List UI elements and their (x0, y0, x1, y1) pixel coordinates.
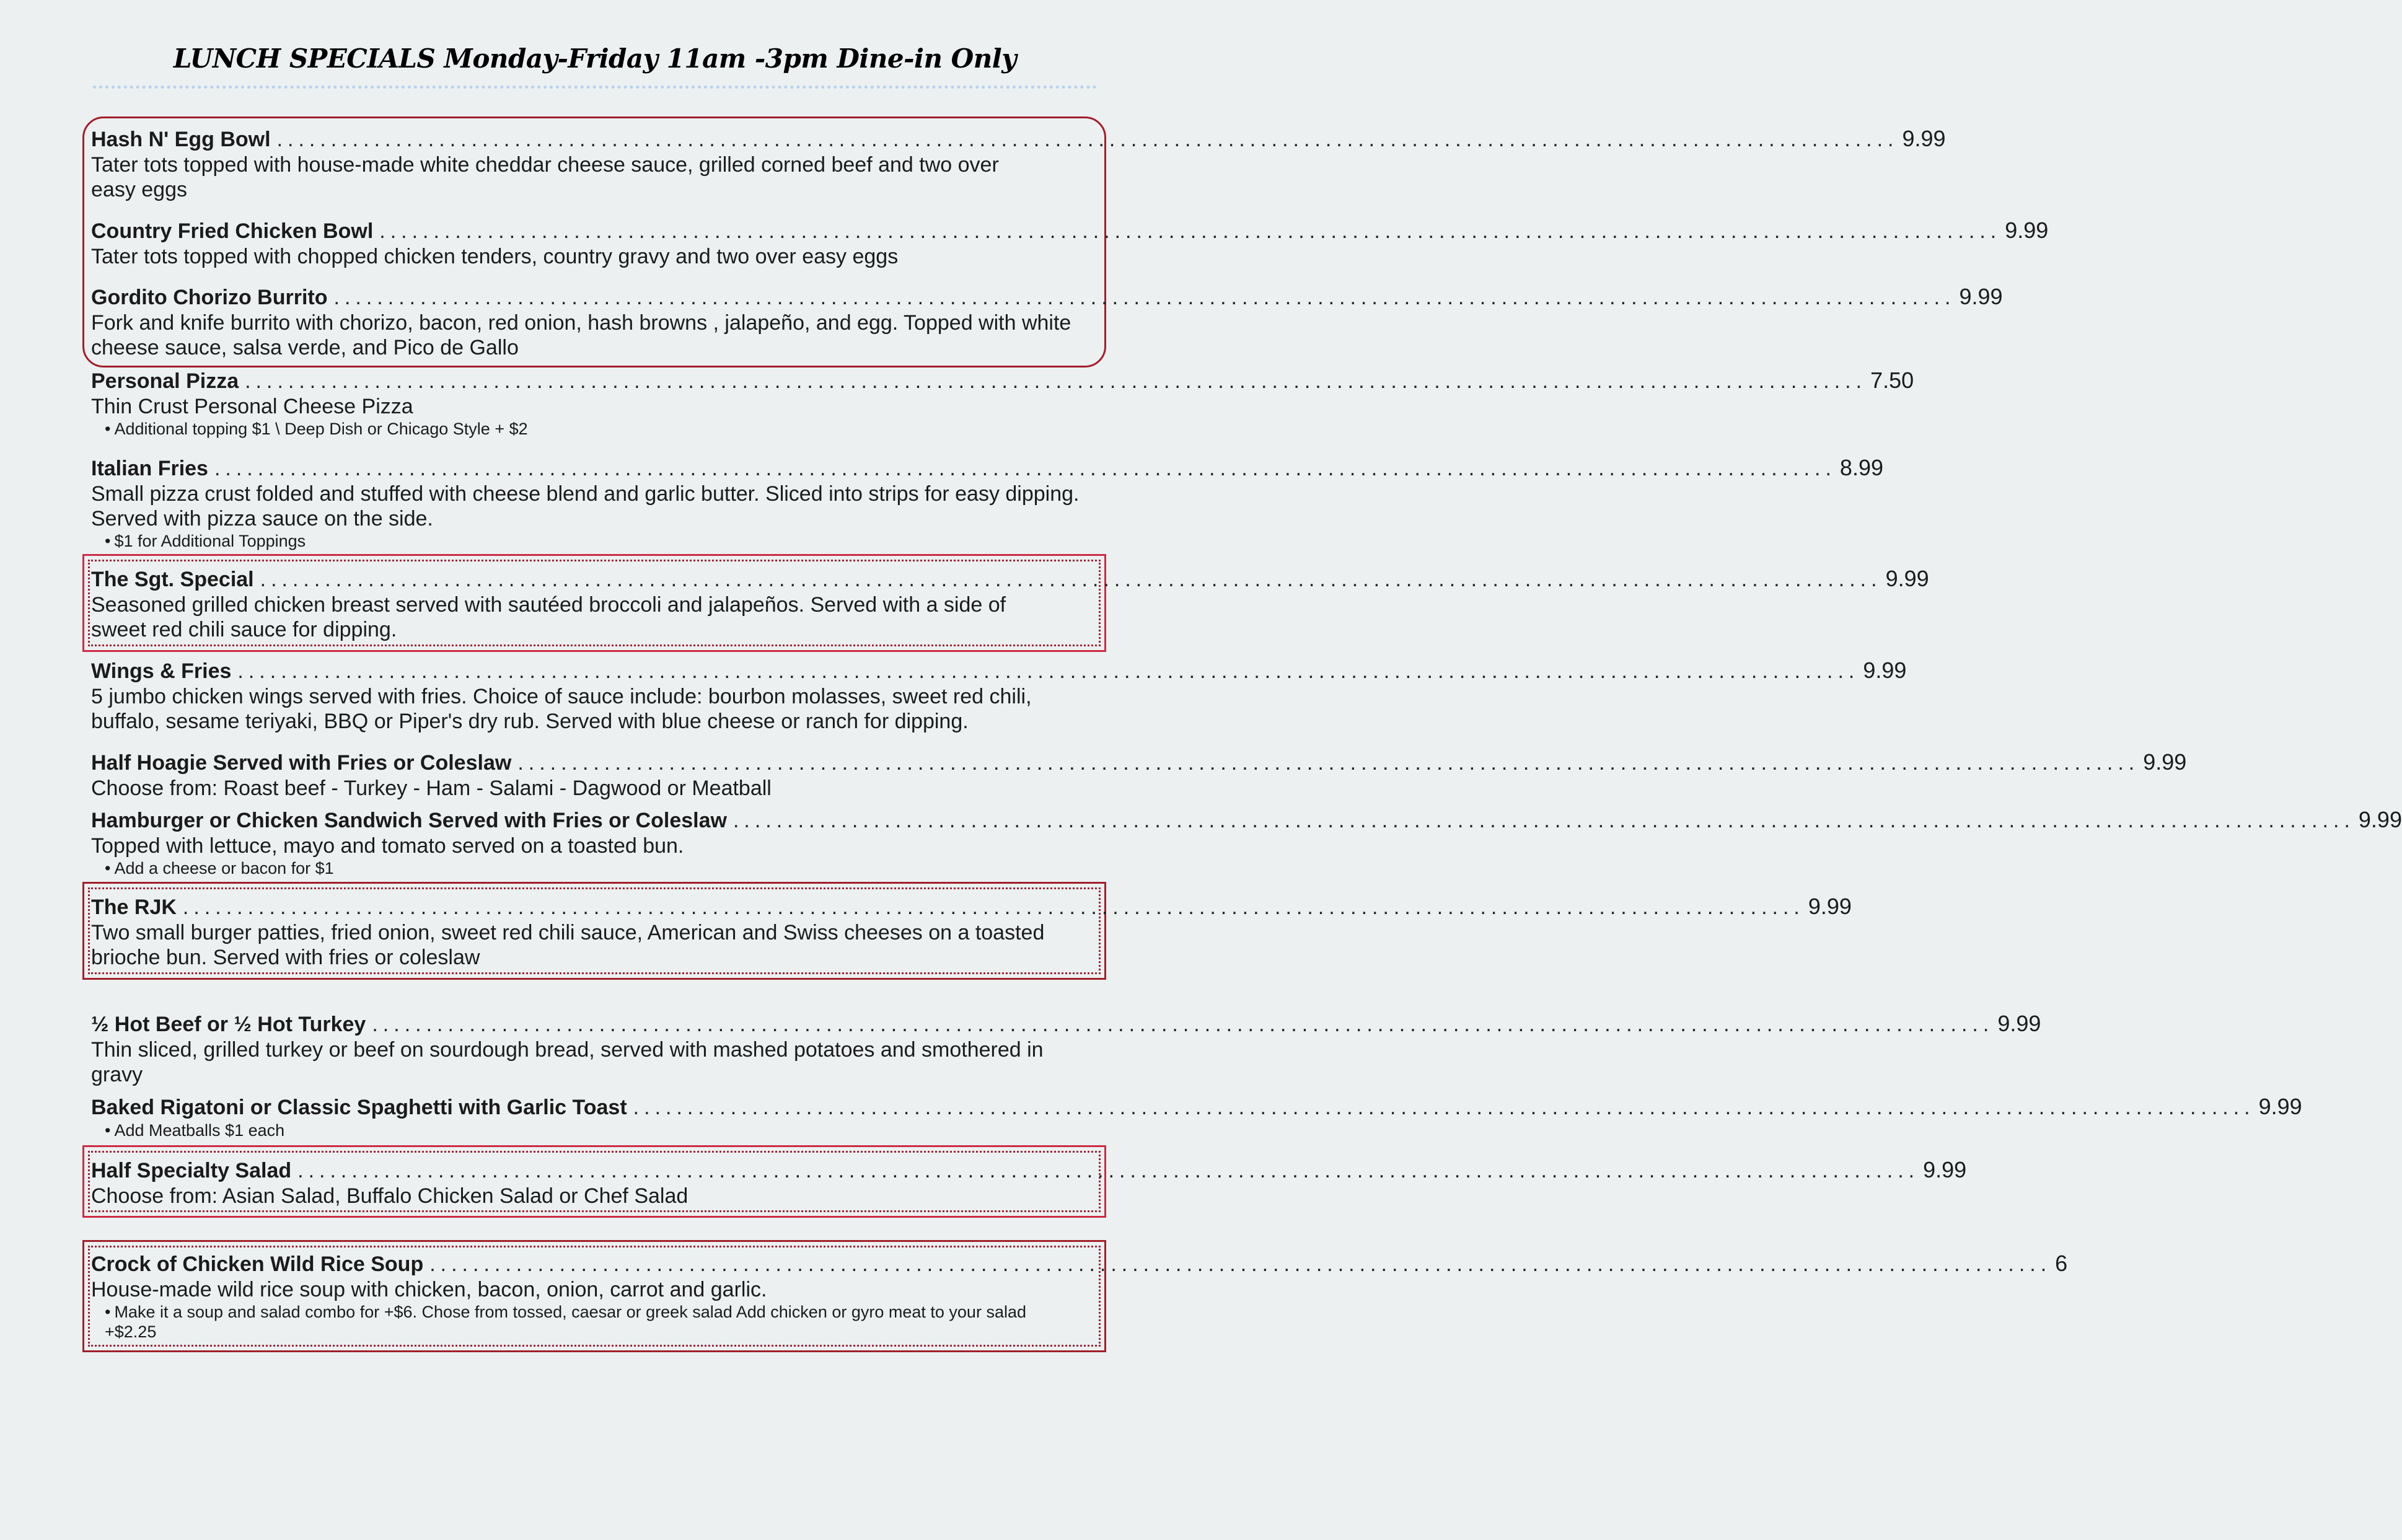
item-description: Thin Crust Personal Cheese Pizza (91, 395, 413, 418)
item-name: Half Hoagie Served with Fries or Coleslaw (91, 751, 512, 775)
item-name: Baked Rigatoni or Classic Spaghetti with Garlic Toast (91, 1096, 627, 1119)
item-name: Personal Pizza (91, 369, 239, 393)
dot-leader: ...................................................................................................................................................... (297, 1159, 1920, 1182)
item-name: Gordito Chorizo Burrito (91, 286, 328, 309)
item-price: 9.99 (1997, 1011, 2041, 1036)
item-price: 9.99 (1959, 284, 2003, 309)
dot-leader: ...................................................................................................................................................... (276, 128, 1899, 151)
item-name: Hamburger or Chicken Sandwich Served with Fries or Coleslaw (91, 809, 727, 832)
menu-item (91, 806, 2402, 878)
title-divider (93, 86, 1097, 89)
item-note: • $1 for Additional Toppings (91, 531, 1059, 551)
item-name: Hash N' Egg Bowl (91, 128, 271, 151)
menu-item (91, 1010, 2041, 1087)
item-description: Choose from: Asian Salad, Buffalo Chicken Salad or Chef Salad (91, 1184, 688, 1208)
item-note: • Add a cheese or bacon for $1 (91, 858, 1059, 878)
menu-item (91, 1093, 2302, 1140)
item-description: House-made wild rice soup with chicken, bacon, onion, carrot and garlic. (91, 1278, 767, 1301)
item-name: ½ Hot Beef or ½ Hot Turkey (91, 1013, 366, 1036)
menu-item (91, 454, 1883, 551)
item-price: 8.99 (1839, 455, 1883, 480)
menu-item-special (91, 1156, 1967, 1208)
dot-leader: ...................................................................................................................................................... (429, 1252, 2052, 1276)
item-name: Wings & Fries (91, 659, 232, 683)
item-price: 7.50 (1870, 367, 1914, 393)
item-name: The Sgt. Special (91, 568, 254, 591)
dot-leader: ...................................................................................................................................................... (260, 568, 1882, 591)
item-price: 9.99 (1863, 658, 1907, 683)
item-name: Crock of Chicken Wild Rice Soup (91, 1252, 424, 1276)
item-price: 6 (2055, 1251, 2068, 1276)
menu-item-special (91, 893, 1852, 970)
dot-leader: ...................................................................................................................................................... (633, 1096, 2255, 1119)
page-title: LUNCH SPECIALS Monday-Friday 11am -3pm Dine-in Only (173, 43, 1017, 74)
item-price: 9.99 (1902, 126, 1946, 151)
item-name: Country Fried Chicken Bowl (91, 219, 374, 243)
item-price: 9.99 (2143, 749, 2187, 775)
menu-item (91, 749, 2187, 801)
menu-item (91, 367, 1914, 439)
item-name: Italian Fries (91, 457, 208, 480)
item-price: 9.99 (2258, 1094, 2302, 1119)
dot-leader: ...................................................................................................................................................... (732, 809, 2355, 832)
item-description: Fork and knife burrito with chorizo, bacon, red onion, hash browns , jalapeño, and egg. Topped with white cheese sauce, salsa verde, and Pico de Gallo (91, 311, 1071, 359)
item-name: Half Specialty Salad (91, 1159, 292, 1182)
dot-leader: ...................................................................................................................................................... (517, 751, 2140, 775)
item-description: Tater tots topped with chopped chicken tenders, country gravy and two over easy eggs (91, 245, 899, 268)
item-description: Tater tots topped with house-made white cheddar cheese sauce, grilled corned beef and two over easy eggs (91, 153, 999, 201)
menu-item (91, 125, 1946, 202)
item-description: Choose from: Roast beef - Turkey - Ham - Salami - Dagwood or Meatball (91, 777, 772, 800)
item-description: Thin sliced, grilled turkey or beef on sourdough bread, served with mashed potatoes and smothered in gravy (91, 1038, 1044, 1086)
dot-leader: ...................................................................................................................................................... (214, 457, 1836, 480)
dot-leader: ...................................................................................................................................................... (333, 286, 1956, 309)
menu-item-special (91, 1250, 2068, 1342)
item-description: 5 jumbo chicken wings served with fries. Choice of sauce include: bourbon molasses, sweet red chili, buffalo, sesame teriyaki, BBQ or Piper's dry rub. Served with blue cheese or ranch for dipping. (91, 685, 1032, 733)
item-note: • Make it a soup and salad combo for +$6. Chose from tossed, caesar or greek salad Add chicken or gyro meat to your salad +$2.25 (91, 1302, 1071, 1342)
menu-item-special (91, 565, 1929, 642)
dot-leader: ...................................................................................................................................................... (372, 1013, 1994, 1036)
dot-leader: ...................................................................................................................................................... (245, 369, 1867, 393)
menu-item (91, 283, 2003, 360)
item-price: 9.99 (1885, 566, 1929, 591)
item-note: • Additional topping $1 \ Deep Dish or Chicago Style + $2 (91, 419, 1059, 439)
dot-leader: ...................................................................................................................................................... (379, 219, 2002, 243)
item-description: Seasoned grilled chicken breast served with sautéed broccoli and jalapeños. Served with a side of sweet red chili sauce for dipping. (91, 593, 1006, 641)
item-price: 9.99 (1923, 1157, 1967, 1182)
item-description: Topped with lettuce, mayo and tomato served on a toasted bun. (91, 834, 684, 858)
item-price: 9.99 (1808, 894, 1852, 919)
item-note: • Add Meatballs $1 each (91, 1120, 1059, 1140)
menu-item (91, 217, 2049, 269)
item-name: The RJK (91, 895, 177, 919)
dot-leader: ...................................................................................................................................................... (237, 659, 1860, 683)
item-price: 9.99 (2358, 807, 2402, 832)
menu-item (91, 657, 1907, 734)
item-description: Two small burger patties, fried onion, sweet red chili sauce, American and Swiss cheeses on a toasted brioche bun. Served with fries or coleslaw (91, 921, 1045, 969)
dot-leader: ...................................................................................................................................................... (182, 895, 1805, 919)
item-description: Small pizza crust folded and stuffed with cheese blend and garlic butter. Sliced into strips for easy dipping. Served with pizza sauce on the side. (91, 482, 1080, 530)
item-price: 9.99 (2005, 218, 2049, 243)
